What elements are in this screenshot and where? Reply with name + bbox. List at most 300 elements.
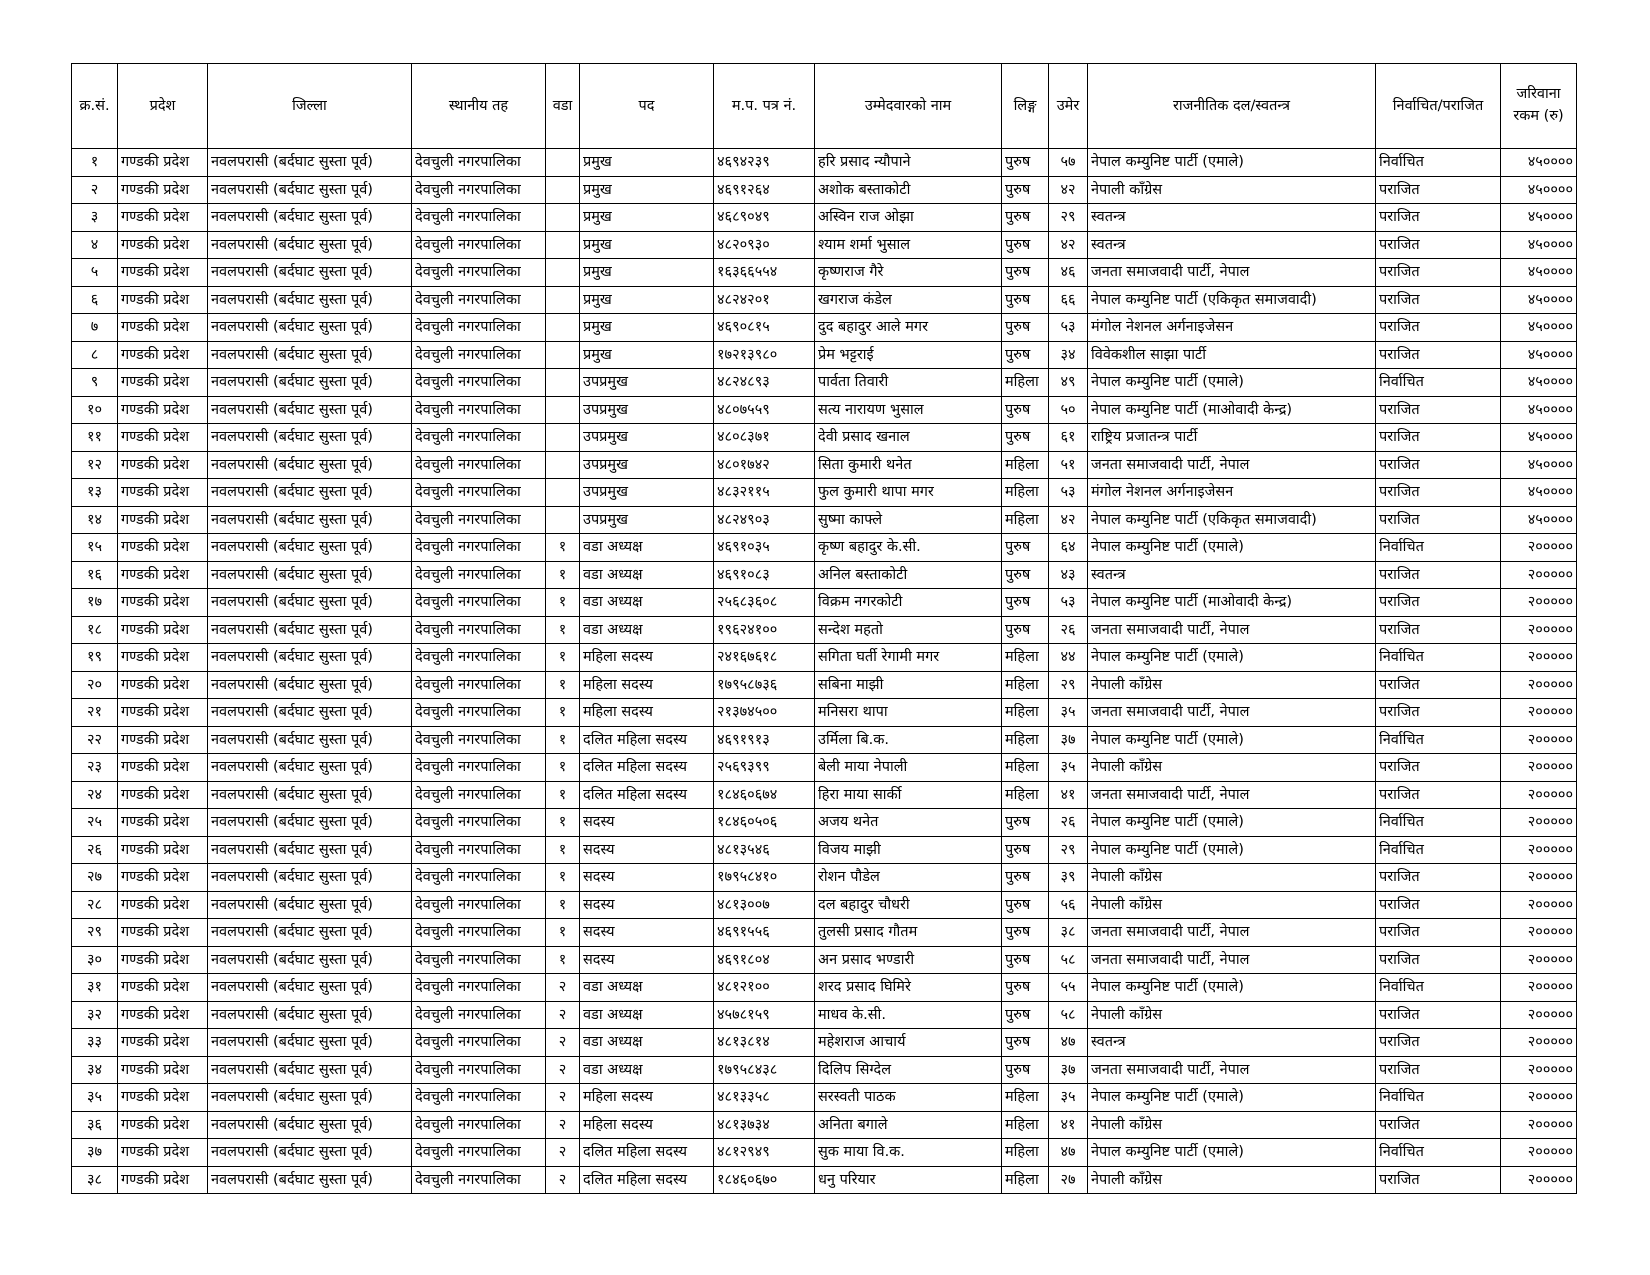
- sn-cell: ११: [72, 424, 118, 452]
- district-cell: नवलपरासी (बर्दघाट सुस्ता पूर्व): [208, 1084, 412, 1112]
- sn-cell: १९: [72, 644, 118, 672]
- province-cell: गण्डकी प्रदेश: [118, 781, 208, 809]
- province-cell: गण्डकी प्रदेश: [118, 314, 208, 342]
- province-cell: गण्डकी प्रदेश: [118, 1139, 208, 1167]
- fine-cell: ४५००००: [1501, 259, 1577, 287]
- sn-cell: १८: [72, 616, 118, 644]
- fine-cell: २०००००: [1501, 1056, 1577, 1084]
- candidate-name-cell: महेशराज आचार्य: [815, 1029, 1002, 1057]
- age-cell: २७: [1049, 1166, 1088, 1194]
- province-cell: गण्डकी प्रदेश: [118, 616, 208, 644]
- age-cell: ६१: [1049, 424, 1088, 452]
- sn-cell: १७: [72, 589, 118, 617]
- result-cell: पराजित: [1376, 341, 1501, 369]
- nomination-no-cell: २४१६७६१८: [714, 644, 815, 672]
- age-cell: ४३: [1049, 561, 1088, 589]
- nomination-no-cell: ४८०७५५९: [714, 396, 815, 424]
- age-cell: ४९: [1049, 369, 1088, 397]
- party-cell: स्वतन्त्र: [1088, 1029, 1376, 1057]
- nomination-no-cell: २१३७४५००: [714, 699, 815, 727]
- result-cell: पराजित: [1376, 671, 1501, 699]
- ward-cell: १: [546, 891, 580, 919]
- age-cell: ४२: [1049, 506, 1088, 534]
- post-cell: वडा अध्यक्ष: [580, 534, 714, 562]
- party-cell: नेपाल कम्युनिष्ट पार्टी (एमाले): [1088, 534, 1376, 562]
- district-cell: नवलपरासी (बर्दघाट सुस्ता पूर्व): [208, 561, 412, 589]
- gender-cell: महिला: [1002, 781, 1049, 809]
- party-cell: नेपाली काँग्रेस: [1088, 176, 1376, 204]
- district-cell: नवलपरासी (बर्दघाट सुस्ता पूर्व): [208, 451, 412, 479]
- local-level-cell: देवचुली नगरपालिका: [412, 1111, 546, 1139]
- fine-cell: ४५००००: [1501, 451, 1577, 479]
- local-level-cell: देवचुली नगरपालिका: [412, 479, 546, 507]
- col-header-sn: क्र.सं.: [72, 64, 118, 149]
- fine-cell: २०००००: [1501, 1139, 1577, 1167]
- age-cell: ४२: [1049, 231, 1088, 259]
- age-cell: ५७: [1049, 149, 1088, 177]
- sn-cell: १५: [72, 534, 118, 562]
- province-cell: गण्डकी प्रदेश: [118, 506, 208, 534]
- fine-cell: २०००००: [1501, 974, 1577, 1002]
- table-row: [72, 754, 1577, 782]
- nomination-no-cell: ४६९१८०४: [714, 946, 815, 974]
- ward-cell: [546, 424, 580, 452]
- ward-cell: [546, 396, 580, 424]
- results-table: [71, 63, 1577, 1194]
- province-cell: गण्डकी प्रदेश: [118, 1084, 208, 1112]
- fine-cell: ४५००००: [1501, 424, 1577, 452]
- province-cell: गण्डकी प्रदेश: [118, 534, 208, 562]
- nomination-no-cell: १७९५८४३८: [714, 1056, 815, 1084]
- result-cell: पराजित: [1376, 561, 1501, 589]
- fine-cell: २०००००: [1501, 891, 1577, 919]
- col-header-post: पद: [580, 64, 714, 149]
- age-cell: ४१: [1049, 781, 1088, 809]
- gender-cell: महिला: [1002, 1139, 1049, 1167]
- table-row: [72, 726, 1577, 754]
- fine-cell: २०००००: [1501, 946, 1577, 974]
- district-cell: नवलपरासी (बर्दघाट सुस्ता पूर्व): [208, 754, 412, 782]
- table-row: [72, 699, 1577, 727]
- district-cell: नवलपरासी (बर्दघाट सुस्ता पूर्व): [208, 891, 412, 919]
- age-cell: ३५: [1049, 1084, 1088, 1112]
- local-level-cell: देवचुली नगरपालिका: [412, 1001, 546, 1029]
- table-row: [72, 479, 1577, 507]
- header-row: [72, 64, 1577, 149]
- nomination-no-cell: १७९५८७३६: [714, 671, 815, 699]
- party-cell: नेपाल कम्युनिष्ट पार्टी (एकिकृत समाजवादी): [1088, 286, 1376, 314]
- age-cell: ३७: [1049, 726, 1088, 754]
- age-cell: २९: [1049, 836, 1088, 864]
- province-cell: गण्डकी प्रदेश: [118, 836, 208, 864]
- province-cell: गण्डकी प्रदेश: [118, 1056, 208, 1084]
- ward-cell: [546, 369, 580, 397]
- table-row: [72, 534, 1577, 562]
- fine-cell: २०००००: [1501, 589, 1577, 617]
- fine-cell: ४५००००: [1501, 396, 1577, 424]
- local-level-cell: देवचुली नगरपालिका: [412, 919, 546, 947]
- result-cell: निर्वाचित: [1376, 644, 1501, 672]
- sn-cell: ३४: [72, 1056, 118, 1084]
- fine-cell: ४५००००: [1501, 314, 1577, 342]
- nomination-no-cell: ४८१३८१४: [714, 1029, 815, 1057]
- province-cell: गण्डकी प्रदेश: [118, 864, 208, 892]
- sn-cell: १०: [72, 396, 118, 424]
- candidate-name-cell: देवी प्रसाद खनाल: [815, 424, 1002, 452]
- result-cell: पराजित: [1376, 589, 1501, 617]
- fine-cell: ४५००००: [1501, 286, 1577, 314]
- party-cell: जनता समाजवादी पार्टी, नेपाल: [1088, 259, 1376, 287]
- post-cell: महिला सदस्य: [580, 1111, 714, 1139]
- sn-cell: २३: [72, 754, 118, 782]
- ward-cell: १: [546, 809, 580, 837]
- nomination-no-cell: ४८१३७३४: [714, 1111, 815, 1139]
- fine-cell: २०००००: [1501, 781, 1577, 809]
- ward-cell: [546, 204, 580, 232]
- gender-cell: महिला: [1002, 506, 1049, 534]
- candidate-name-cell: कृष्ण बहादुर के.सी.: [815, 534, 1002, 562]
- gender-cell: महिला: [1002, 754, 1049, 782]
- ward-cell: २: [546, 1029, 580, 1057]
- candidate-name-cell: दल बहादुर चौधरी: [815, 891, 1002, 919]
- fine-cell: ४५००००: [1501, 149, 1577, 177]
- candidate-name-cell: उर्मिला बि.क.: [815, 726, 1002, 754]
- nomination-no-cell: ४८२४९०३: [714, 506, 815, 534]
- district-cell: नवलपरासी (बर्दघाट सुस्ता पूर्व): [208, 1001, 412, 1029]
- fine-cell: २०००००: [1501, 534, 1577, 562]
- age-cell: ४६: [1049, 259, 1088, 287]
- fine-cell: २०००००: [1501, 699, 1577, 727]
- district-cell: नवलपरासी (बर्दघाट सुस्ता पूर्व): [208, 1166, 412, 1194]
- result-cell: निर्वाचित: [1376, 1139, 1501, 1167]
- local-level-cell: देवचुली नगरपालिका: [412, 369, 546, 397]
- nomination-no-cell: १६३६६५५४: [714, 259, 815, 287]
- party-cell: नेपाली काँग्रेस: [1088, 754, 1376, 782]
- province-cell: गण्डकी प्रदेश: [118, 176, 208, 204]
- table-row: [72, 864, 1577, 892]
- province-cell: गण्डकी प्रदेश: [118, 561, 208, 589]
- nomination-no-cell: ४८१३००७: [714, 891, 815, 919]
- party-cell: नेपाल कम्युनिष्ट पार्टी (एमाले): [1088, 1139, 1376, 1167]
- fine-cell: २०००००: [1501, 864, 1577, 892]
- table-row: [72, 974, 1577, 1002]
- table-row: [72, 1166, 1577, 1194]
- province-cell: गण्डकी प्रदेश: [118, 699, 208, 727]
- age-cell: ६४: [1049, 534, 1088, 562]
- post-cell: दलित महिला सदस्य: [580, 1139, 714, 1167]
- ward-cell: १: [546, 616, 580, 644]
- province-cell: गण्डकी प्रदेश: [118, 231, 208, 259]
- table-row: [72, 891, 1577, 919]
- sn-cell: २: [72, 176, 118, 204]
- local-level-cell: देवचुली नगरपालिका: [412, 451, 546, 479]
- col-header-local-level: स्थानीय तह: [412, 64, 546, 149]
- gender-cell: पुरुष: [1002, 836, 1049, 864]
- province-cell: गण्डकी प्रदेश: [118, 671, 208, 699]
- nomination-no-cell: २५६८३६०८: [714, 589, 815, 617]
- result-cell: पराजित: [1376, 231, 1501, 259]
- age-cell: ४४: [1049, 644, 1088, 672]
- gender-cell: पुरुष: [1002, 314, 1049, 342]
- local-level-cell: देवचुली नगरपालिका: [412, 204, 546, 232]
- fine-cell: २०००००: [1501, 754, 1577, 782]
- district-cell: नवलपरासी (बर्दघाट सुस्ता पूर्व): [208, 726, 412, 754]
- result-cell: निर्वाचित: [1376, 836, 1501, 864]
- candidate-name-cell: दुद बहादुर आले मगर: [815, 314, 1002, 342]
- fine-cell: २०००००: [1501, 671, 1577, 699]
- sn-cell: ३७: [72, 1139, 118, 1167]
- fine-cell: २०००००: [1501, 561, 1577, 589]
- candidate-name-cell: सुक माया वि.क.: [815, 1139, 1002, 1167]
- district-cell: नवलपरासी (बर्दघाट सुस्ता पूर्व): [208, 506, 412, 534]
- party-cell: नेपाली काँग्रेस: [1088, 1001, 1376, 1029]
- post-cell: दलित महिला सदस्य: [580, 726, 714, 754]
- local-level-cell: देवचुली नगरपालिका: [412, 259, 546, 287]
- post-cell: वडा अध्यक्ष: [580, 589, 714, 617]
- ward-cell: १: [546, 919, 580, 947]
- ward-cell: १: [546, 534, 580, 562]
- fine-cell: २०००००: [1501, 809, 1577, 837]
- local-level-cell: देवचुली नगरपालिका: [412, 974, 546, 1002]
- gender-cell: पुरुष: [1002, 149, 1049, 177]
- results-sheet: [71, 63, 1577, 1194]
- ward-cell: [546, 259, 580, 287]
- table-row: [72, 1029, 1577, 1057]
- col-header-province: प्रदेश: [118, 64, 208, 149]
- local-level-cell: देवचुली नगरपालिका: [412, 424, 546, 452]
- post-cell: महिला सदस्य: [580, 699, 714, 727]
- local-level-cell: देवचुली नगरपालिका: [412, 506, 546, 534]
- candidate-name-cell: सिता कुमारी थनेत: [815, 451, 1002, 479]
- ward-cell: १: [546, 754, 580, 782]
- table-row: [72, 396, 1577, 424]
- party-cell: नेपाली काँग्रेस: [1088, 864, 1376, 892]
- province-cell: गण्डकी प्रदेश: [118, 919, 208, 947]
- result-cell: पराजित: [1376, 451, 1501, 479]
- table-row: [72, 561, 1577, 589]
- local-level-cell: देवचुली नगरपालिका: [412, 1139, 546, 1167]
- fine-cell: ४५००००: [1501, 506, 1577, 534]
- district-cell: नवलपरासी (बर्दघाट सुस्ता पूर्व): [208, 836, 412, 864]
- ward-cell: [546, 506, 580, 534]
- age-cell: ४७: [1049, 1139, 1088, 1167]
- local-level-cell: देवचुली नगरपालिका: [412, 231, 546, 259]
- province-cell: गण्डकी प्रदेश: [118, 809, 208, 837]
- sn-cell: ३५: [72, 1084, 118, 1112]
- post-cell: वडा अध्यक्ष: [580, 1001, 714, 1029]
- district-cell: नवलपरासी (बर्दघाट सुस्ता पूर्व): [208, 286, 412, 314]
- fine-cell: ४५००००: [1501, 369, 1577, 397]
- district-cell: नवलपरासी (बर्दघाट सुस्ता पूर्व): [208, 616, 412, 644]
- candidate-name-cell: अशोक बस्ताकोटी: [815, 176, 1002, 204]
- province-cell: गण्डकी प्रदेश: [118, 396, 208, 424]
- fine-cell: २०००००: [1501, 1029, 1577, 1057]
- sn-cell: २४: [72, 781, 118, 809]
- local-level-cell: देवचुली नगरपालिका: [412, 781, 546, 809]
- gender-cell: महिला: [1002, 1166, 1049, 1194]
- col-header-age: उमेर: [1049, 64, 1088, 149]
- age-cell: ५१: [1049, 451, 1088, 479]
- sn-cell: ९: [72, 369, 118, 397]
- result-cell: निर्वाचित: [1376, 369, 1501, 397]
- party-cell: स्वतन्त्र: [1088, 561, 1376, 589]
- gender-cell: पुरुष: [1002, 1001, 1049, 1029]
- party-cell: नेपाल कम्युनिष्ट पार्टी (एमाले): [1088, 726, 1376, 754]
- local-level-cell: देवचुली नगरपालिका: [412, 836, 546, 864]
- age-cell: ४१: [1049, 1111, 1088, 1139]
- nomination-no-cell: ४६९१०३५: [714, 534, 815, 562]
- party-cell: नेपाल कम्युनिष्ट पार्टी (एमाले): [1088, 974, 1376, 1002]
- party-cell: नेपाल कम्युनिष्ट पार्टी (एमाले): [1088, 369, 1376, 397]
- candidate-name-cell: सगिता घर्ती रेगामी मगर: [815, 644, 1002, 672]
- province-cell: गण्डकी प्रदेश: [118, 891, 208, 919]
- sn-cell: १३: [72, 479, 118, 507]
- sn-cell: ३८: [72, 1166, 118, 1194]
- party-cell: नेपाल कम्युनिष्ट पार्टी (एमाले): [1088, 149, 1376, 177]
- nomination-no-cell: ४६९१९१३: [714, 726, 815, 754]
- gender-cell: पुरुष: [1002, 974, 1049, 1002]
- age-cell: ३८: [1049, 919, 1088, 947]
- result-cell: निर्वाचित: [1376, 1084, 1501, 1112]
- sn-cell: १४: [72, 506, 118, 534]
- district-cell: नवलपरासी (बर्दघाट सुस्ता पूर्व): [208, 974, 412, 1002]
- party-cell: मंगोल नेशनल अर्गनाइजेसन: [1088, 479, 1376, 507]
- district-cell: नवलपरासी (बर्दघाट सुस्ता पूर्व): [208, 396, 412, 424]
- candidate-name-cell: दिलिप सिग्देल: [815, 1056, 1002, 1084]
- ward-cell: १: [546, 946, 580, 974]
- district-cell: नवलपरासी (बर्दघाट सुस्ता पूर्व): [208, 1029, 412, 1057]
- ward-cell: २: [546, 1166, 580, 1194]
- gender-cell: पुरुष: [1002, 286, 1049, 314]
- district-cell: नवलपरासी (बर्दघाट सुस्ता पूर्व): [208, 424, 412, 452]
- age-cell: ३४: [1049, 341, 1088, 369]
- nomination-no-cell: ४६८९०४९: [714, 204, 815, 232]
- candidate-name-cell: तुलसी प्रसाद गौतम: [815, 919, 1002, 947]
- gender-cell: महिला: [1002, 699, 1049, 727]
- result-cell: पराजित: [1376, 1056, 1501, 1084]
- age-cell: ५३: [1049, 479, 1088, 507]
- district-cell: नवलपरासी (बर्दघाट सुस्ता पूर्व): [208, 231, 412, 259]
- local-level-cell: देवचुली नगरपालिका: [412, 699, 546, 727]
- post-cell: वडा अध्यक्ष: [580, 1029, 714, 1057]
- sn-cell: १६: [72, 561, 118, 589]
- gender-cell: महिला: [1002, 671, 1049, 699]
- gender-cell: पुरुष: [1002, 424, 1049, 452]
- province-cell: गण्डकी प्रदेश: [118, 644, 208, 672]
- local-level-cell: देवचुली नगरपालिका: [412, 726, 546, 754]
- party-cell: स्वतन्त्र: [1088, 231, 1376, 259]
- fine-header-line1: जरिवाना: [1516, 86, 1561, 103]
- party-cell: राष्ट्रिय प्रजातन्त्र पार्टी: [1088, 424, 1376, 452]
- district-cell: नवलपरासी (बर्दघाट सुस्ता पूर्व): [208, 946, 412, 974]
- table-row: [72, 836, 1577, 864]
- table-row: [72, 809, 1577, 837]
- results-body: [72, 149, 1577, 1194]
- fine-cell: २०००००: [1501, 726, 1577, 754]
- col-header-candidate: उम्मेदवारको नाम: [815, 64, 1002, 149]
- post-cell: उपप्रमुख: [580, 424, 714, 452]
- gender-cell: पुरुष: [1002, 534, 1049, 562]
- table-row: [72, 1139, 1577, 1167]
- ward-cell: १: [546, 726, 580, 754]
- post-cell: दलित महिला सदस्य: [580, 781, 714, 809]
- nomination-no-cell: ४८३२११५: [714, 479, 815, 507]
- table-row: [72, 1001, 1577, 1029]
- ward-cell: [546, 286, 580, 314]
- district-cell: नवलपरासी (बर्दघाट सुस्ता पूर्व): [208, 341, 412, 369]
- district-cell: नवलपरासी (बर्दघाट सुस्ता पूर्व): [208, 864, 412, 892]
- table-row: [72, 286, 1577, 314]
- fine-cell: ४५००००: [1501, 176, 1577, 204]
- nomination-no-cell: ४६९१०८३: [714, 561, 815, 589]
- nomination-no-cell: ४८१३३५८: [714, 1084, 815, 1112]
- gender-cell: पुरुष: [1002, 561, 1049, 589]
- local-level-cell: देवचुली नगरपालिका: [412, 809, 546, 837]
- post-cell: सदस्य: [580, 891, 714, 919]
- ward-cell: २: [546, 974, 580, 1002]
- province-cell: गण्डकी प्रदेश: [118, 1166, 208, 1194]
- gender-cell: पुरुष: [1002, 341, 1049, 369]
- candidate-name-cell: शरद प्रसाद घिमिरे: [815, 974, 1002, 1002]
- sn-cell: ३२: [72, 1001, 118, 1029]
- table-row: [72, 671, 1577, 699]
- nomination-no-cell: १९६२४१००: [714, 616, 815, 644]
- result-cell: निर्वाचित: [1376, 149, 1501, 177]
- post-cell: प्रमुख: [580, 204, 714, 232]
- party-cell: मंगोल नेशनल अर्गनाइजेसन: [1088, 314, 1376, 342]
- post-cell: प्रमुख: [580, 149, 714, 177]
- province-cell: गण्डकी प्रदेश: [118, 946, 208, 974]
- post-cell: प्रमुख: [580, 176, 714, 204]
- ward-cell: १: [546, 589, 580, 617]
- result-cell: पराजित: [1376, 919, 1501, 947]
- table-row: [72, 616, 1577, 644]
- fine-cell: २०००००: [1501, 644, 1577, 672]
- ward-cell: १: [546, 644, 580, 672]
- result-cell: पराजित: [1376, 479, 1501, 507]
- district-cell: नवलपरासी (बर्दघाट सुस्ता पूर्व): [208, 699, 412, 727]
- candidate-name-cell: अनिता बगाले: [815, 1111, 1002, 1139]
- post-cell: वडा अध्यक्ष: [580, 974, 714, 1002]
- nomination-no-cell: १८४६०५०६: [714, 809, 815, 837]
- gender-cell: महिला: [1002, 726, 1049, 754]
- candidate-name-cell: विक्रम नगरकोटी: [815, 589, 1002, 617]
- candidate-name-cell: अन प्रसाद भण्डारी: [815, 946, 1002, 974]
- candidate-name-cell: प्रेम भट्टराई: [815, 341, 1002, 369]
- province-cell: गण्डकी प्रदेश: [118, 286, 208, 314]
- party-cell: जनता समाजवादी पार्टी, नेपाल: [1088, 616, 1376, 644]
- party-cell: नेपाली काँग्रेस: [1088, 1111, 1376, 1139]
- result-cell: पराजित: [1376, 204, 1501, 232]
- nomination-no-cell: १७९५८४१०: [714, 864, 815, 892]
- party-cell: विवेकशील साझा पार्टी: [1088, 341, 1376, 369]
- party-cell: नेपाल कम्युनिष्ट पार्टी (माओवादी केन्द्र): [1088, 396, 1376, 424]
- result-cell: पराजित: [1376, 424, 1501, 452]
- district-cell: नवलपरासी (बर्दघाट सुस्ता पूर्व): [208, 1139, 412, 1167]
- result-cell: निर्वाचित: [1376, 974, 1501, 1002]
- fine-header-line2: रकम (रु): [1513, 108, 1564, 124]
- result-cell: निर्वाचित: [1376, 534, 1501, 562]
- sn-cell: २७: [72, 864, 118, 892]
- nomination-no-cell: ४८२४२०१: [714, 286, 815, 314]
- ward-cell: १: [546, 781, 580, 809]
- candidate-name-cell: अस्विन राज ओझा: [815, 204, 1002, 232]
- gender-cell: पुरुष: [1002, 396, 1049, 424]
- ward-cell: २: [546, 1111, 580, 1139]
- table-row: [72, 259, 1577, 287]
- ward-cell: २: [546, 1084, 580, 1112]
- result-cell: निर्वाचित: [1376, 726, 1501, 754]
